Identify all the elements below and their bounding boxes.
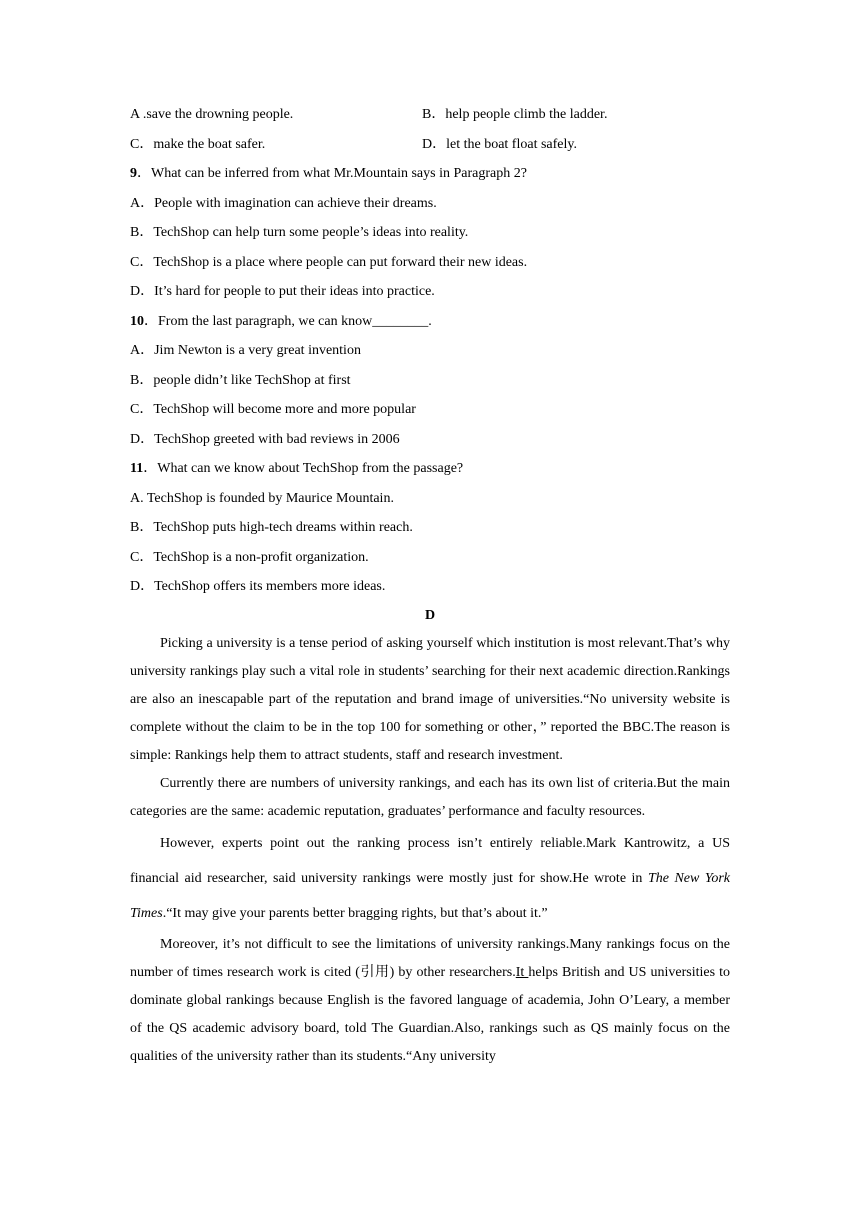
- q8-options-row-1: [130, 100, 730, 130]
- q10-number: 10: [130, 313, 144, 329]
- q10-stem-text: ．From the last paragraph, we can know________.: [144, 313, 432, 329]
- passage-paragraph-3: [130, 826, 730, 931]
- q9-stem-text: ．What can be inferred from what Mr.Mountain says in Paragraph 2?: [137, 166, 527, 181]
- q10-stem: [130, 307, 730, 337]
- q11-stem: [130, 454, 730, 484]
- q10-option-a: A．Jim Newton is a very great invention: [130, 343, 361, 358]
- paragraph-3-text-start: However, experts point out the ranking process isn’t entirely reliable.Mark Kantrowitz, a US financial aid researcher, said university rankings were mostly just for show.He wrote in: [130, 835, 730, 886]
- paragraph-4-text-end: helps British and US universities to dominate global rankings because English is the favored language of academia, John O’Leary, a member of the QS academic advisory board, told The Guardian.Also, rankings such as QS mainly focus on the qualities of the university rather than its students.“Any university: [130, 964, 731, 1064]
- q8-option-d: D．let the boat float safely.: [422, 136, 577, 152]
- q9-option-d: D．It’s hard for people to put their ideas into practice.: [130, 284, 435, 299]
- q10-option-d: D．TechShop greeted with bad reviews in 2006: [130, 431, 400, 447]
- document-page: [130, 100, 730, 1071]
- section-title: D: [424, 607, 436, 623]
- q10-option-c: C．TechShop will become more and more popular: [130, 402, 416, 417]
- q8-option-a: A .save the drowning people.: [130, 107, 294, 122]
- q9-option-c: C．TechShop is a place where people can put forward their new ideas.: [130, 254, 528, 270]
- q11-option-c: C．TechShop is a non-profit organization.: [130, 549, 369, 565]
- q11-option-d: D．TechShop offers its members more ideas.: [130, 579, 386, 594]
- q11-option-a: A. TechShop is founded by Maurice Mountain.: [130, 490, 394, 506]
- q9-stem: [130, 159, 730, 189]
- q10-option-b: B．people didn’t like TechShop at first: [130, 372, 351, 388]
- q9-option-b: B．TechShop can help turn some people’s ideas into reality.: [130, 225, 469, 240]
- passage-paragraph-4: [130, 931, 730, 1071]
- newspaper-title: The New York Times: [130, 870, 730, 921]
- underlined-word: It: [515, 964, 529, 980]
- q9-option-a: A．People with imagination can achieve their dreams.: [130, 195, 437, 211]
- q9-number: 9: [130, 166, 137, 181]
- passage-paragraph-1: Picking a university is a tense period of asking yourself which institution is most relevant.That’s why university rankings play such a vital role in students’ searching for their next academic direction.Rankings are also an inescapable part of the reputation and brand image of universities.“No university website is complete without the claim to be in the top 100 for something or other，” reported the BBC.The reason is simple: Rankings help them to attract students, staff and research investment.: [130, 635, 730, 763]
- q11-number: 11: [130, 461, 144, 476]
- paragraph-4-text-start: Moreover, it’s not difficult to see the limitations of university rankings.Many rankings focus on the number of times research work is cited (引用) by other researchers.: [130, 936, 730, 980]
- passage-paragraph-2: Currently there are numbers of university rankings, and each has its own list of criteria.But the main categories are the same: academic reputation, graduates’ performance and faculty resources.: [130, 775, 730, 819]
- paragraph-3-text-end: .“It may give your parents better bragging rights, but that’s about it.”: [162, 905, 548, 921]
- q8-options-row-2: [130, 130, 730, 160]
- q8-option-b: B．help people climb the ladder.: [422, 107, 608, 122]
- q11-stem-text: ．What can we know about TechShop from the passage?: [143, 461, 464, 476]
- q11-option-b: B．TechShop puts high-tech dreams within reach.: [130, 520, 413, 535]
- q8-option-c: C．make the boat safer.: [130, 136, 266, 152]
